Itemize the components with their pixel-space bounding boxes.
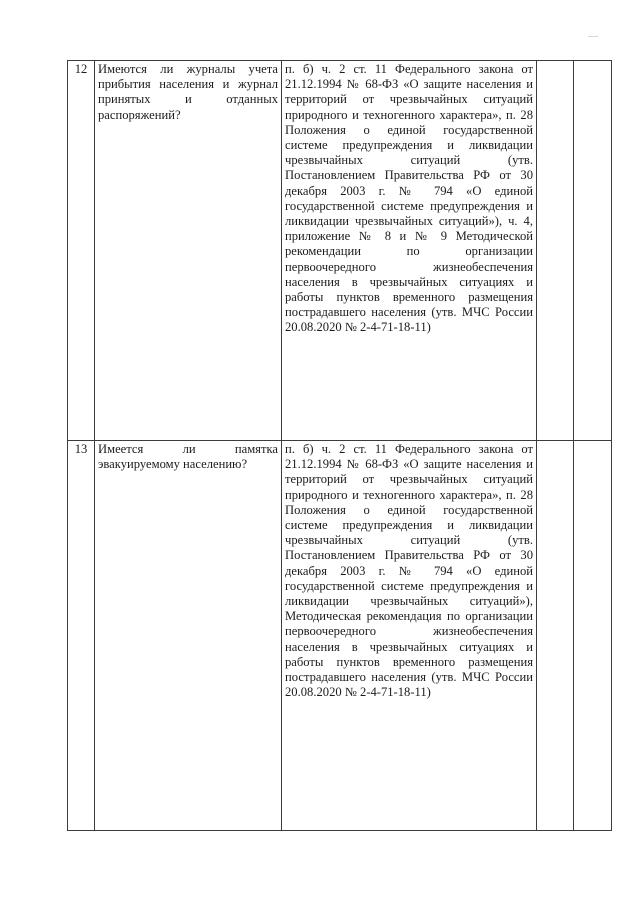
answer-cell xyxy=(537,61,574,441)
row-number: 12 xyxy=(68,61,95,441)
table-row xyxy=(68,441,612,831)
table-row xyxy=(68,61,612,441)
question-cell: Имеется ли памятка эвакуируемому населению? xyxy=(95,441,282,831)
note-cell xyxy=(574,441,612,831)
question-cell: Имеются ли журналы учета прибытия населения и журнал принятых и отданных распоряжений? xyxy=(95,61,282,441)
row-number: 13 xyxy=(68,441,95,831)
answer-cell xyxy=(537,441,574,831)
legal-reference-cell: п. б) ч. 2 ст. 11 Федерального закона от 21.12.1994 № 68-ФЗ «О защите населения и территорий от чрезвычайных ситуаций природного и техногенного характера», п. 28 Положения о единой государственной системе предупреждения и ликвидации чрезвычайных ситуаций (утв. Постановлением Правительства РФ от 30 декабря 2003 г. № 794 «О единой государственной системе предупреждения и ликвидации чрезвычайных ситуаций»), ч. 4, приложение № 8 и № 9 Методической рекомендации по организации первоочередного жизнеобеспечения населения в чрезвычайных ситуациях и работы пунктов временного размещения пострадавшего населения (утв. МЧС России 20.08.2020 № 2-4-71-18-11) xyxy=(282,61,537,441)
scan-mark xyxy=(588,36,598,37)
legal-reference-cell: п. б) ч. 2 ст. 11 Федерального закона от 21.12.1994 № 68-ФЗ «О защите населения и территорий от чрезвычайных ситуаций природного и техногенного характера», п. 28 Положения о единой государственной системе предупреждения и ликвидации чрезвычайных ситуаций (утв. Постановлением Правительства РФ от 30 декабря 2003 г. № 794 «О единой государственной системе предупреждения и ликвидации чрезвычайных ситуаций»), Методическая рекомендация по организации первоочередного жизнеобеспечения населения в чрезвычайных ситуациях и работы пунктов временного размещения пострадавшего населения (утв. МЧС России 20.08.2020 № 2-4-71-18-11) xyxy=(282,441,537,831)
note-cell xyxy=(574,61,612,441)
checklist-table xyxy=(67,60,612,831)
